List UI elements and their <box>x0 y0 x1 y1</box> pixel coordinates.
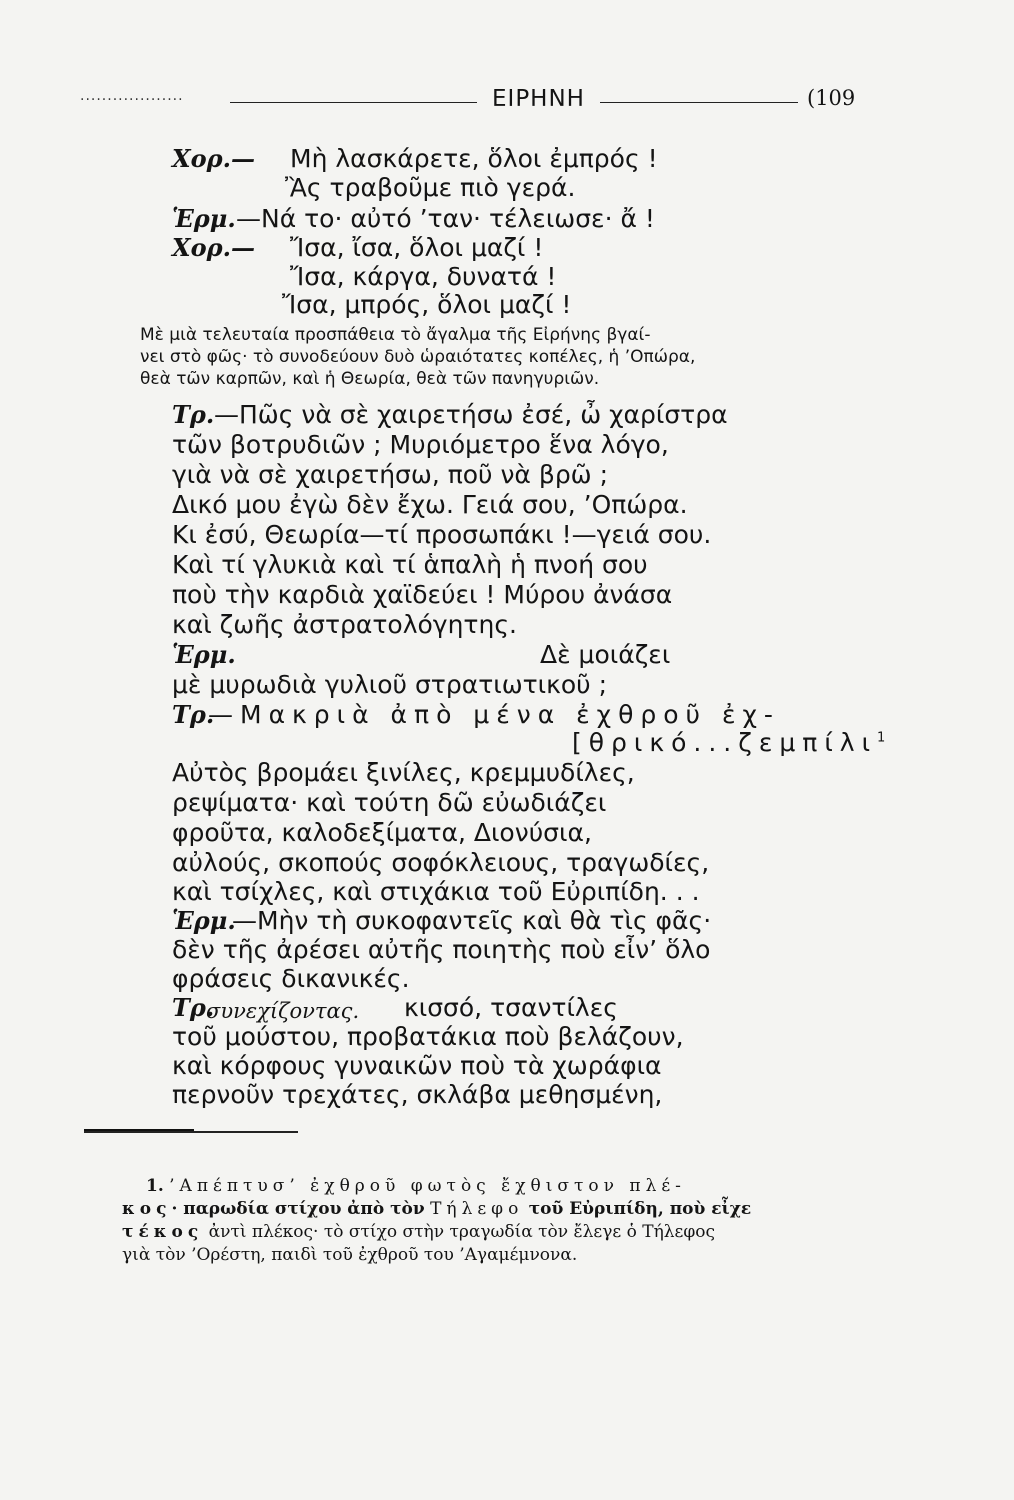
footnote-text: · παρωδία στίχου ἀπὸ τὸν <box>171 1199 425 1219</box>
verse-line: τῶν βοτρυδιῶν ; Μυριόμετρο ἕνα λόγο, <box>172 430 669 459</box>
speaker-label: Τρ. <box>172 993 215 1022</box>
verse-line: Δὲ μοιάζει <box>540 640 671 669</box>
footnote-text: τοῦ Εὐριπίδη, ποὺ εἶχε <box>528 1199 752 1219</box>
verse-line: Ἴσα, ἴσα, ὅλοι μαζί ! <box>290 233 544 262</box>
verse-line: φράσεις δικανικές. <box>172 964 410 993</box>
footnote-line-3 <box>122 1221 715 1243</box>
footnote-word: τέκος <box>122 1222 204 1242</box>
verse-line: καὶ τσίχλες, καὶ στιχάκια τοῦ Εὐριπίδη. . . <box>172 877 700 906</box>
footnote-line-4: γιὰ τὸν ’Ορέστη, παιδὶ τοῦ ἐχθροῦ του ’Αγαμέμνονα. <box>122 1245 578 1265</box>
stage-direction-line: θεὰ τῶν καρπῶν, καὶ ἡ Θεωρία, θεὰ τῶν πανηγυριῶν. <box>140 369 600 389</box>
speaker-label: Τρ. <box>172 400 215 429</box>
running-header <box>80 84 870 118</box>
footnote-line-1 <box>146 1175 686 1197</box>
verse-line: —Μακριὰ ἀπὸ μένα ἐχθροῦ ἐχ- <box>208 700 780 729</box>
running-title: ΕΙΡΗΝΗ <box>492 86 585 112</box>
footnote-number: 1. <box>146 1176 164 1196</box>
footnote-work-title: Τήλεφο <box>430 1199 524 1219</box>
verse-line: φροῦτα, καλοδεξίματα, Διονύσια, <box>172 818 592 847</box>
verse-line-continuation <box>572 728 892 758</box>
verse-line: περνοῦν τρεχάτες, σκλάβα μεθησμένη, <box>172 1080 663 1109</box>
stage-direction-line: νει στὸ φῶς· τὸ συνοδεύουν δυὸ ὡραιότατες κοπέλες, ἡ ’Οπώρα, <box>140 347 696 367</box>
speaker-label: Ἑρμ. <box>172 640 236 669</box>
verse-line: δὲν τῆς ἀρέσει αὐτῆς ποιητὴς ποὺ εἶν’ ὅλο <box>172 935 711 964</box>
header-dots: ................... <box>80 88 184 104</box>
verse-line: καὶ κόρφους γυναικῶν ποὺ τὰ χωράφια <box>172 1051 662 1080</box>
footnote-marker: 1 <box>877 730 893 746</box>
footnote-quote: ’Απέπτυσ’ ἐχθροῦ φωτὸς ἔχθιστον πλέ- <box>169 1176 686 1196</box>
verse-line: Δικό μου ἐγὼ δὲν ἔχω. Γειά σου, ’Οπώρα. <box>172 490 688 519</box>
verse-line: Μὴ λασκάρετε, ὅλοι ἐμπρός ! <box>290 144 658 173</box>
verse-line: Κι ἐσύ, Θεωρία—τί προσωπάκι !—γειά σου. <box>172 520 712 549</box>
verse-line: —Πῶς νὰ σὲ χαιρετήσω ἐσέ, ὦ χαρίστρα <box>214 400 728 429</box>
verse-line: αὐλούς, σκοπούς σοφόκλειους, τραγωδίες, <box>172 848 710 877</box>
header-rule-right <box>600 102 798 103</box>
stage-direction-inline: συνεχίζοντας. <box>206 999 360 1023</box>
verse-line: Ἂς τραβοῦμε πιὸ γερά. <box>285 173 576 202</box>
verse-line: Καὶ τί γλυκιὰ καὶ τί ἁπαλὴ ἡ πνοή σου <box>172 550 648 579</box>
verse-line: Ἴσα, μπρός, ὅλοι μαζί ! <box>282 290 572 319</box>
speaker-label: Ἑρμ. <box>172 906 236 935</box>
verse-line: —Νά το· αὐτό ’ταν· τέλειωσε· ἄ ! <box>236 204 655 233</box>
speaker-label: Τρ. <box>172 700 215 729</box>
verse-line: μὲ μυρωδιὰ γυλιοῦ στρατιωτικοῦ ; <box>172 670 608 699</box>
verse-line: ρεψίματα· καὶ τούτη δῶ εὐωδιάζει <box>172 788 607 817</box>
footnote-line-2 <box>122 1198 751 1220</box>
speaker-label: Ἑρμ. <box>172 204 236 233</box>
verse-line: —Μὴν τὴ συκοφαντεῖς καὶ θὰ τὶς φᾶς· <box>232 906 712 935</box>
page-number: (109 <box>807 86 856 110</box>
speaker-label: Χορ.— <box>172 144 255 173</box>
verse-line: τοῦ μούστου, προβατάκια ποὺ βελάζουν, <box>172 1022 684 1051</box>
verse-line: Αὐτὸς βρομάει ξινίλες, κρεμμυδίλες, <box>172 758 635 787</box>
footnote-quote-end: κος <box>122 1199 172 1219</box>
verse-line: καὶ ζωῆς ἀστρατολόγητης. <box>172 610 517 639</box>
verse-line: γιὰ νὰ σὲ χαιρετήσω, ποῦ νὰ βρῶ ; <box>172 460 608 489</box>
verse-line: ποὺ τὴν καρδιὰ χαϊδεύει ! Μύρου ἀνάσα <box>172 580 673 609</box>
stage-direction-line: Μὲ μιὰ τελευταία προσπάθεια τὸ ἄγαλμα τῆς Εἰρήνης βγαί- <box>140 325 651 345</box>
footnote-rule <box>84 1131 298 1133</box>
speaker-label: Χορ.— <box>172 233 255 262</box>
verse-line: κισσό, τσαντίλες <box>404 993 618 1022</box>
header-rule-left <box>230 102 477 103</box>
verse-line-continuation-text: [θρικό...ζεμπίλι <box>572 728 878 757</box>
footnote-text: ἀντὶ πλέκος· τὸ στίχο στὴν τραγωδία τὸν ἔλεγε ὁ Τήλεφος <box>208 1222 715 1242</box>
verse-line: Ἴσα, κάργα, δυνατά ! <box>290 262 557 291</box>
